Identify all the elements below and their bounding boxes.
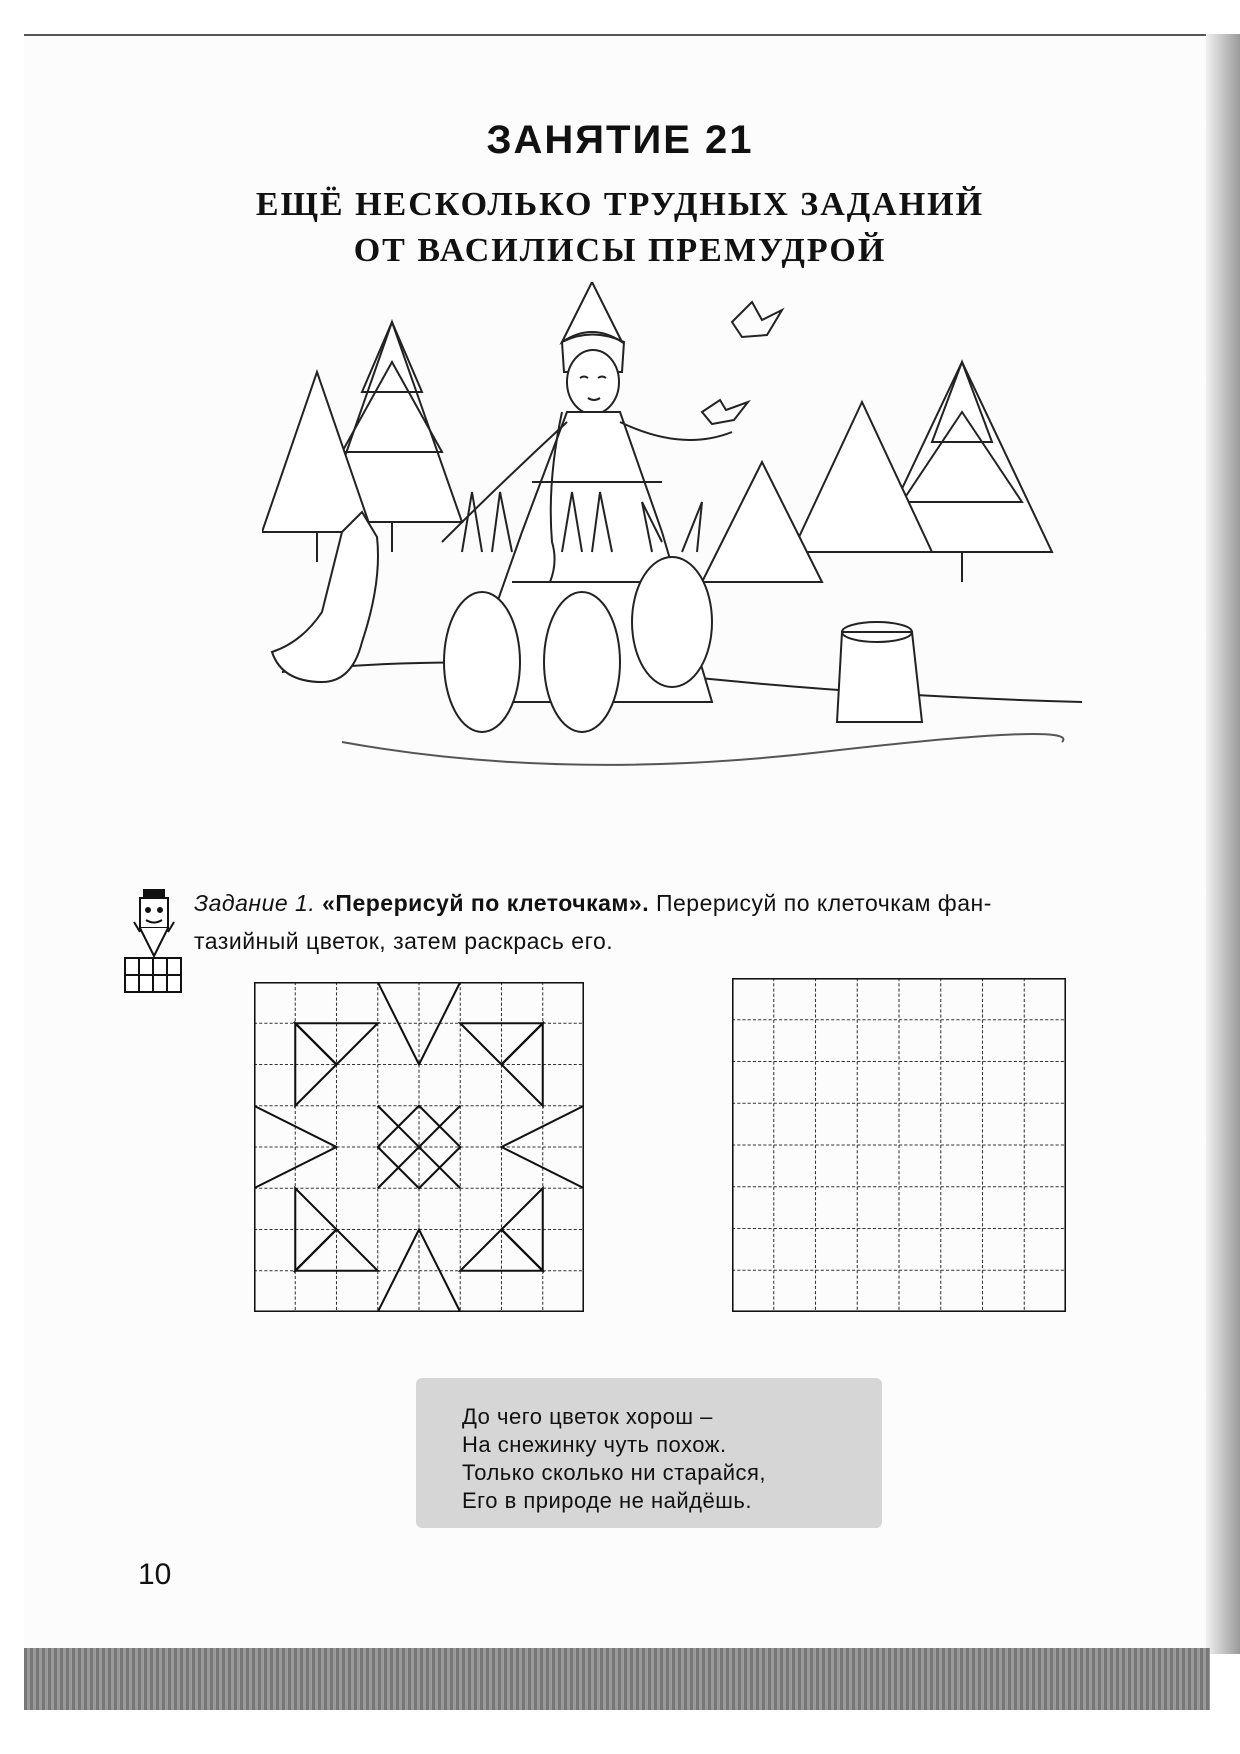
fox-figure [272,512,378,682]
task-text-line1: Перерисуй по клеточкам фан- [655,890,992,916]
lesson-subtitle-line1: ЕЩЁ НЕСКОЛЬКО ТРУДНЫХ ЗАДАНИЙ [255,186,985,223]
tree-stump [837,622,922,722]
task-label: Задание 1. [194,890,316,916]
sample-flower-grid [254,982,584,1312]
bird-perched [702,400,748,424]
pencil-mascot-icon [124,886,182,994]
bird-flying [732,302,782,337]
empty-drawing-grid [732,978,1066,1312]
task-text-line2: тазийный цветок, затем раскрась его. [194,928,614,954]
page-number: 10 [138,1558,172,1591]
poem-line: До чего цветок хорош – [462,1404,713,1429]
scan-bottom-strip [24,1648,1210,1710]
poem-line: На снежинку чуть похож. [462,1432,727,1457]
task-description [194,884,1174,960]
scan-edge-shadow [1206,34,1240,1654]
poem-box [416,1378,882,1528]
lesson-subtitle-line2: ОТ ВАСИЛИСЫ ПРЕМУДРОЙ [353,232,887,269]
task-name: «Перерисуй по клеточкам». [322,890,650,916]
fir-tree-right-3 [702,462,822,582]
lesson-title: ЗАНЯТИЕ 21 [486,118,754,162]
fairy-tale-princess-with-animals-illustration [262,282,1092,842]
poem-line: Только сколько ни старайся, [462,1460,767,1485]
poem-line: Его в природе не найдёшь. [462,1488,752,1513]
